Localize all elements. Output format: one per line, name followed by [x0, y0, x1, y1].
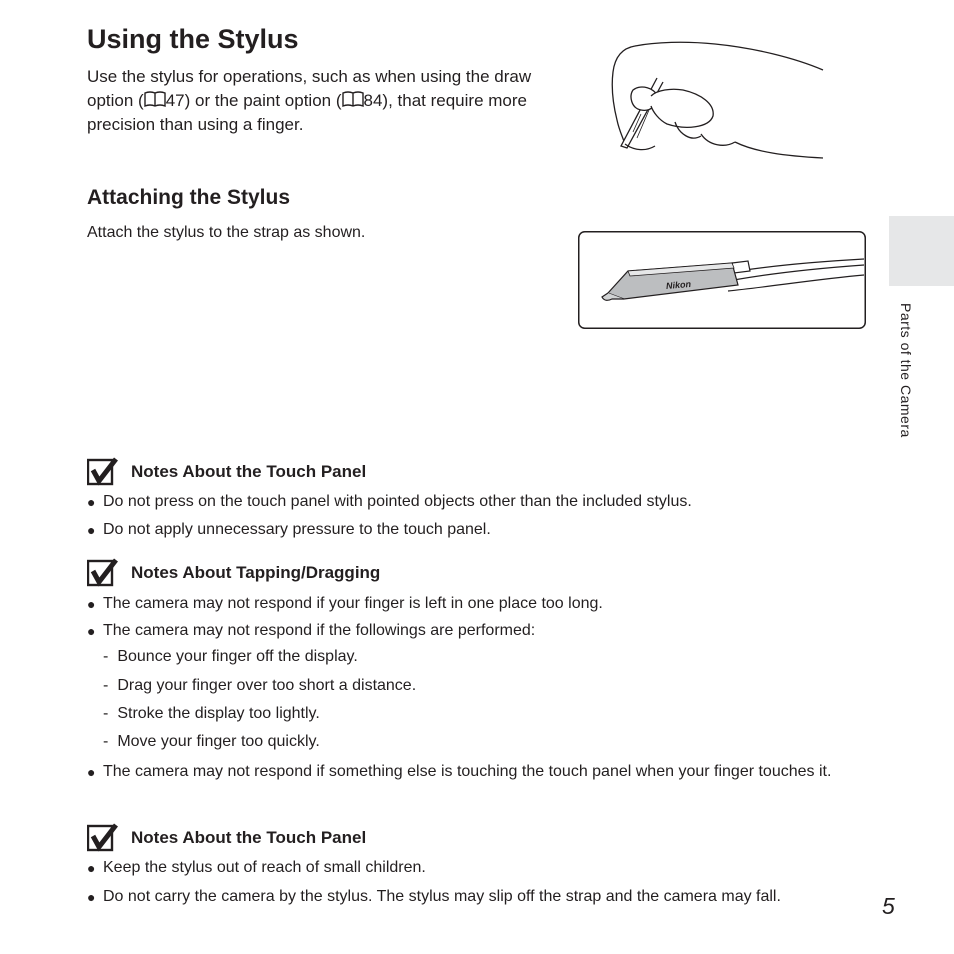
sub-list-item: - Drag your finger over too short a distance. [103, 677, 417, 694]
caution-check-icon [87, 558, 119, 588]
caution-check-icon [87, 457, 119, 487]
note-title: Notes About the Touch Panel [131, 462, 367, 481]
note-header [87, 457, 366, 487]
book-reference-icon [144, 91, 166, 108]
sub-list-item: - Stroke the display too lightly. [103, 705, 320, 722]
attach-instruction: Attach the stylus to the strap as shown. [87, 224, 366, 241]
list-item: ● The camera may not respond if something else is touching the touch panel when your finger touches it. [87, 763, 832, 780]
list-item: ● Keep the stylus out of reach of small children. [87, 859, 426, 876]
list-item: ● The camera may not respond if the followings are performed: [87, 622, 536, 639]
caution-check-icon [87, 823, 119, 853]
page-number: 5 [882, 893, 895, 919]
note-title: Notes About the Touch Panel [131, 828, 367, 847]
section-tab [889, 216, 954, 286]
list-item: ● Do not press on the touch panel with pointed objects other than the included stylus. [87, 493, 692, 510]
section-heading: Attaching the Stylus [87, 186, 291, 209]
intro-paragraph: Use the stylus for operations, such as when using the draw option ( 47) or the paint option ( 84), that require more precision than using a finger. [87, 67, 532, 134]
list-item: ● Do not carry the camera by the stylus. The stylus may slip off the strap and the camera may fall. [87, 888, 781, 905]
note-header [87, 558, 380, 588]
sub-list-item: - Bounce your finger off the display. [103, 648, 358, 665]
list-item: ● The camera may not respond if your finger is left in one place too long. [87, 595, 603, 612]
book-reference-icon [342, 91, 364, 108]
stylus-brand-label: Nikon [665, 278, 692, 292]
note-title: Notes About Tapping/Dragging [131, 563, 381, 582]
stylus-strap-illustration [578, 231, 866, 329]
page-title: Using the Stylus [87, 24, 299, 54]
side-section-label: Parts of the Camera [898, 303, 914, 438]
sub-list-item: - Move your finger too quickly. [103, 733, 320, 750]
hand-holding-stylus-illustration [605, 38, 835, 163]
list-item: ● Do not apply unnecessary pressure to the touch panel. [87, 521, 491, 538]
note-header [87, 823, 366, 853]
